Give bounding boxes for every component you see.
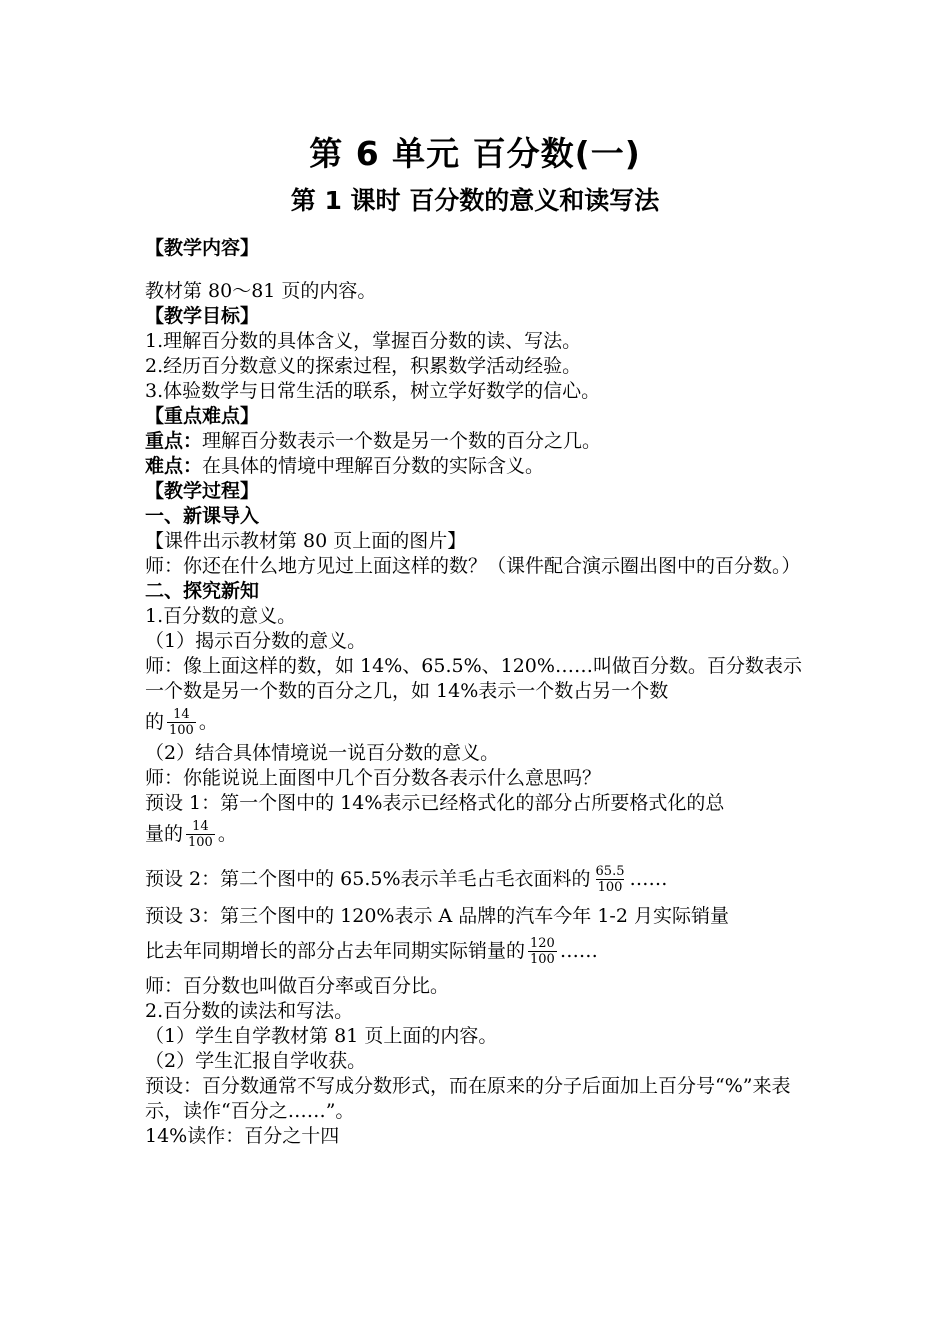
paragraph: 师：百分数也叫做百分率或百分比。: [145, 975, 450, 997]
difficult-text: 在具体的情境中理解百分数的实际含义。: [202, 455, 545, 477]
goal-item: 2.经历百分数意义的探索过程，积累数学活动经验。: [145, 355, 582, 377]
section-heading-goals: 【教学目标】: [145, 305, 260, 327]
unit-title: 第 6 单元 百分数(一): [309, 134, 641, 173]
numerator: 14: [173, 707, 190, 722]
difficult-point: [145, 454, 810, 479]
text: ……: [559, 940, 598, 962]
fraction: [594, 864, 627, 895]
paragraph: 14%读作：百分之十四: [145, 1125, 340, 1147]
denominator: 100: [188, 835, 213, 850]
fraction: [186, 819, 215, 850]
text: ……: [629, 868, 668, 890]
text: 量的: [145, 823, 184, 845]
paragraph: （1）揭示百分数的意义。: [145, 630, 367, 652]
section-heading-content: 【教学内容】: [145, 237, 260, 259]
key-point: [145, 429, 810, 454]
document-body: [145, 236, 810, 1149]
goal-item: 1.理解百分数的具体含义，掌握百分数的读、写法。: [145, 330, 582, 352]
paragraph-with-fraction: [145, 933, 810, 970]
paragraph: 预设：百分数通常不写成分数形式，而在原来的分子后面加上百分号“%”来表示，读作“百分之……”。: [145, 1075, 791, 1122]
numerator: 14: [192, 819, 209, 834]
paragraph: 预设 1：第一个图中的 14%表示已经格式化的部分占所要格式化的总: [145, 792, 725, 814]
paragraph: 师：像上面这样的数，如 14%、65.5%、120%……叫做百分数。百分数表示一个数是另一个数的百分之几，如 14%表示一个数占另一个数: [145, 655, 802, 702]
paragraph: 【课件出示教材第 80 页上面的图片】: [145, 530, 467, 552]
denominator: 100: [597, 880, 623, 895]
paragraph: 师：你还在什么地方见过上面这样的数？（课件配合演示圈出图中的百分数。）: [145, 555, 801, 577]
paragraph: （2）结合具体情境说一说百分数的意义。: [145, 742, 500, 764]
fraction: [167, 707, 196, 738]
numerator: 65.5: [595, 864, 625, 879]
section-heading-key: 【重点难点】: [145, 405, 260, 427]
paragraph: （2）学生汇报自学收获。: [145, 1050, 367, 1072]
denominator: 100: [169, 723, 194, 738]
paragraph-with-fraction: [145, 816, 810, 853]
denominator: 100: [530, 952, 555, 967]
text: 。: [198, 711, 218, 733]
text: 。: [217, 823, 237, 845]
paragraph: 1.百分数的意义。: [145, 605, 297, 627]
text: 比去年同期增长的部分占去年同期实际销量的: [145, 940, 526, 962]
paragraph-with-fraction: [145, 861, 810, 898]
key-text: 理解百分数表示一个数是另一个数的百分之几。: [202, 430, 602, 452]
content-text: 教材第 80～81 页的内容。: [145, 280, 377, 302]
part2-heading: 二、探究新知: [145, 580, 260, 602]
text: 的: [145, 711, 165, 733]
paragraph: 预设 3：第三个图中的 120%表示 A 品牌的汽车今年 1-2 月实际销量: [145, 905, 729, 927]
paragraph-with-fraction: [145, 704, 810, 741]
text: 预设 2：第二个图中的 65.5%表示羊毛占毛衣面料的: [145, 868, 591, 890]
numerator: 120: [530, 936, 555, 951]
paragraph: （1）学生自学教材第 81 页上面的内容。: [145, 1025, 498, 1047]
paragraph: 师：你能说说上面图中几个百分数各表示什么意思吗？: [145, 767, 602, 789]
goal-item: 3.体验数学与日常生活的联系，树立学好数学的信心。: [145, 380, 601, 402]
paragraph: 2.百分数的读法和写法。: [145, 1000, 354, 1022]
difficult-label: 难点：: [145, 455, 203, 477]
lesson-title: 第 1 课时 百分数的意义和读写法: [290, 186, 660, 215]
part1-heading: 一、新课导入: [145, 505, 260, 527]
section-heading-process: 【教学过程】: [145, 480, 260, 502]
key-label: 重点：: [145, 430, 203, 452]
fraction: [528, 936, 557, 967]
